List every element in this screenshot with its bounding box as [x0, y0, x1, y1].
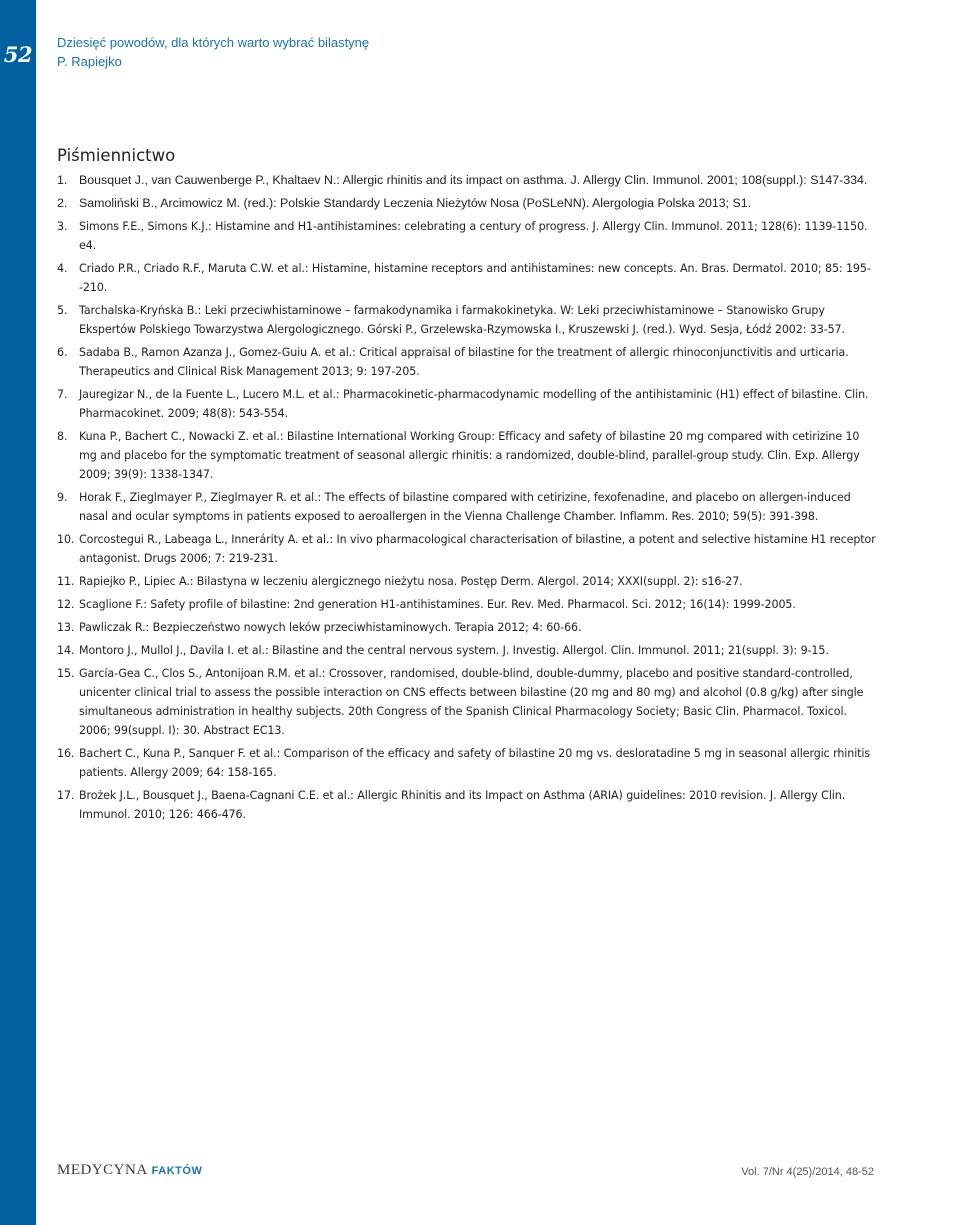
- reference-number: 17.: [57, 789, 75, 802]
- reference-text: Rapiejko P., Lipiec A.: Bilastyna w leczeniu alergicznego nieżytu nosa. Postęp Derm. Alergol. 2014; XXXI(suppl. 2): s16-27.: [79, 575, 743, 588]
- reference-number: 16.: [57, 747, 75, 760]
- reference-number: 12.: [57, 598, 75, 611]
- reference-item: [57, 572, 880, 591]
- reference-number: 15.: [57, 667, 75, 680]
- reference-item: [57, 171, 880, 190]
- reference-item: [57, 786, 880, 824]
- reference-number: 11.: [57, 575, 75, 588]
- reference-number: 7.: [57, 388, 68, 401]
- reference-number: 5.: [57, 304, 68, 317]
- reference-item: [57, 664, 880, 740]
- reference-item: [57, 641, 880, 660]
- running-head-title: Dziesięć powodów, dla których warto wybrać bilastynę: [57, 35, 370, 50]
- reference-text: Jauregizar N., de la Fuente L., Lucero M.L. et al.: Pharmacokinetic-pharmacodynamic modelling of the antihistaminic (H1) effect of bilastine. Clin. Pharmacokinet. 2009; 48(8): 543-554.: [79, 388, 869, 420]
- journal-logo-name: MEDYCYNA: [57, 1162, 148, 1178]
- page-number: 52: [3, 42, 33, 67]
- reference-number: 4.: [57, 262, 68, 275]
- journal-logo-subtitle: FAKTÓW: [151, 1165, 203, 1177]
- running-head: [57, 33, 369, 71]
- reference-list: [57, 171, 880, 828]
- reference-number: 2.: [57, 196, 68, 210]
- running-head-author: P. Rapiejko: [57, 54, 122, 69]
- reference-item: [57, 217, 880, 255]
- reference-number: 13.: [57, 621, 75, 634]
- reference-text: Tarchalska-Kryńska B.: Leki przeciwhistaminowe – farmakodynamika i farmakokinetyka. W: Leki przeciwhistaminowe – Stanowisko Grupy Ekspertów Polskiego Towarzystwa Alergologicznego. Górski P., Grzelewska-Rzymowska I., Kruszewski J. (red.). Wyd. Sesja, Łódź 2002: 33-57.: [79, 304, 845, 336]
- reference-item: [57, 385, 880, 423]
- reference-item: [57, 301, 880, 339]
- reference-text: Bousquet J., van Cauwenberge P., Khaltaev N.: Allergic rhinitis and its impact on asthma. J. Allergy Clin. Immunol. 2001; 108(suppl.): S147-334.: [79, 173, 868, 187]
- reference-item: [57, 595, 880, 614]
- reference-number: 14.: [57, 644, 75, 657]
- reference-text: Criado P.R., Criado R.F., Maruta C.W. et al.: Histamine, histamine receptors and antihistamines: new concepts. An. Bras. Dermatol. 2010; 85: 195--210.: [79, 262, 871, 294]
- reference-text: Kuna P., Bachert C., Nowacki Z. et al.: Bilastine International Working Group: Efficacy and safety of bilastine 20 mg compared with cetirizine 10 mg and placebo for the symptomatic treatment of seasonal allergic rhinitis: a randomized, double-blind, parallel-group study. Clin. Exp. Allergy 2009; 39(9): 1338-1347.: [79, 430, 860, 481]
- reference-text: Montoro J., Mullol J., Davila I. et al.: Bilastine and the central nervous system. J. Investig. Allergol. Clin. Immunol. 2011; 21(suppl. 3): 9-15.: [79, 644, 829, 657]
- reference-text: Sadaba B., Ramon Azanza J., Gomez-Guiu A. et al.: Critical appraisal of bilastine for the treatment of allergic rhinoconjunctivitis and urticaria. Therapeutics and Clinical Risk Management 2013; 9: 197-205.: [79, 346, 849, 378]
- reference-item: [57, 343, 880, 381]
- reference-item: [57, 194, 880, 213]
- reference-text: Samoliński B., Arcimowicz M. (red.): Polskie Standardy Leczenia Nieżytów Nosa (PoSLeNN). Alergologia Polska 2013; S1.: [79, 196, 752, 210]
- journal-logo: [57, 1162, 202, 1179]
- issue-citation: Vol. 7/Nr 4(25)/2014, 48-52: [741, 1166, 874, 1178]
- reference-item: [57, 618, 880, 637]
- reference-number: 6.: [57, 346, 68, 359]
- reference-text: Pawliczak R.: Bezpieczeństwo nowych leków przeciwhistaminowych. Terapia 2012; 4: 60-66.: [79, 621, 582, 634]
- side-bar: [0, 0, 36, 1225]
- section-title: Piśmiennictwo: [57, 146, 176, 165]
- reference-item: [57, 744, 880, 782]
- reference-text: Horak F., Zieglmayer P., Zieglmayer R. et al.: The effects of bilastine compared with cetirizine, fexofenadine, and placebo on allergen-induced nasal and ocular symptoms in patients exposed to aeroallergen in the Vienna Challenge Chamber. Inflamm. Res. 2010; 59(5): 391-398.: [79, 491, 851, 523]
- reference-number: 3.: [57, 220, 68, 233]
- reference-number: 1.: [57, 173, 68, 187]
- reference-text: Bachert C., Kuna P., Sanquer F. et al.: Comparison of the efficacy and safety of bilastine 20 mg vs. desloratadine 5 mg in seasonal allergic rhinitis patients. Allergy 2009; 64: 158-165.: [79, 747, 871, 779]
- reference-number: 9.: [57, 491, 68, 504]
- reference-text: Scaglione F.: Safety profile of bilastine: 2nd generation H1-antihistamines. Eur. Rev. Med. Pharmacol. Sci. 2012; 16(14): 1999-2005.: [79, 598, 796, 611]
- reference-text: García-Gea C., Clos S., Antonijoan R.M. et al.: Crossover, randomised, double-blind, double-dummy, placebo and positive standard-controlled, unicenter clinical trial to assess the possible interaction on CNS effects between bilastine (20 mg and 80 mg) and alcohol (0.8 g/kg) after single simultaneous administration in healthy subjects. 20th Congress of the Spanish Clinical Pharmacology Society; Basic Clin. Pharmacol. Toxicol. 2006; 99(suppl. I): 30. Abstract EC13.: [79, 667, 864, 737]
- reference-text: Simons F.E., Simons K.J.: Histamine and H1-antihistamines: celebrating a century of progress. J. Allergy Clin. Immunol. 2011; 128(6): 1139-1150. e4.: [79, 220, 868, 252]
- reference-item: [57, 488, 880, 526]
- reference-text: Brożek J.L., Bousquet J., Baena-Cagnani C.E. et al.: Allergic Rhinitis and its Impact on Asthma (ARIA) guidelines: 2010 revision. J. Allergy Clin. Immunol. 2010; 126: 466-476.: [79, 789, 846, 821]
- reference-text: Corcostegui R., Labeaga L., Innerárity A. et al.: In vivo pharmacological characterisation of bilastine, a potent and selective histamine H1 receptor antagonist. Drugs 2006; 7: 219-231.: [79, 533, 876, 565]
- reference-number: 10.: [57, 533, 75, 546]
- reference-number: 8.: [57, 430, 68, 443]
- reference-item: [57, 530, 880, 568]
- reference-item: [57, 259, 880, 297]
- reference-item: [57, 427, 880, 484]
